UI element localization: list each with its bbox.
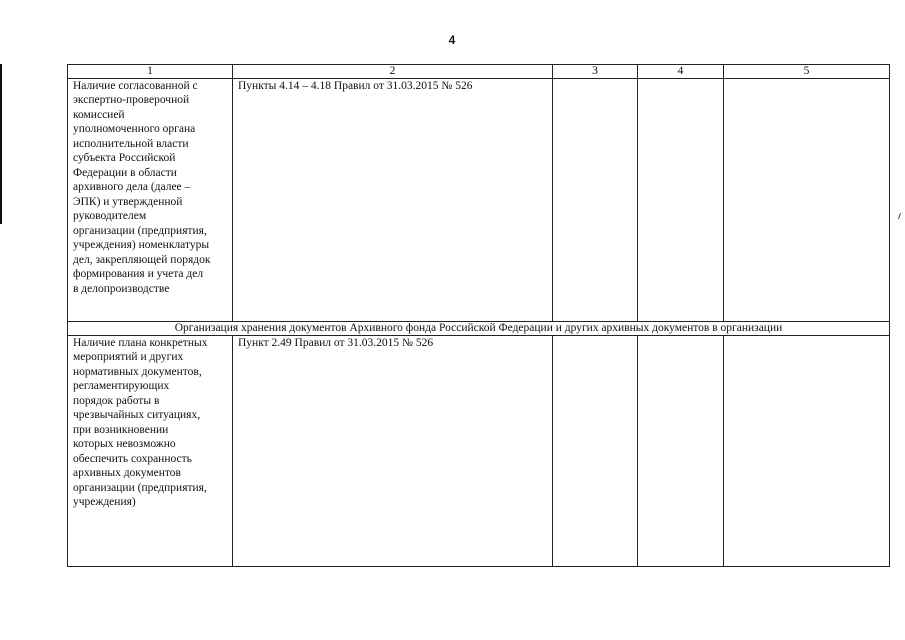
requirement-cell: Наличие согласованной с экспертно-проверочной комиссией уполномоченного органа исполнительной власти субъекта Российской Федерации в области архивного дела (далее – ЭПК) и утвержденной руководителем организации (предприятия, учреждения) номенклатуры дел, закрепляющей порядок формирования и учета дел в делопроизводстве bbox=[68, 79, 233, 322]
column-number-row bbox=[68, 65, 890, 79]
column-4-cell bbox=[638, 336, 724, 567]
column-5-cell bbox=[724, 336, 890, 567]
section-title: Организация хранения документов Архивного фонда Российской Федерации и других архивных документов в организации bbox=[68, 322, 890, 336]
column-number-3: 3 bbox=[553, 65, 638, 79]
column-number-5: 5 bbox=[724, 65, 890, 79]
column-number-1: 1 bbox=[68, 65, 233, 79]
column-5-cell bbox=[724, 79, 890, 322]
table-row bbox=[68, 79, 890, 322]
column-number-4: 4 bbox=[638, 65, 724, 79]
scan-edge-mark bbox=[898, 213, 901, 219]
section-row bbox=[68, 322, 890, 336]
column-3-cell bbox=[553, 79, 638, 322]
requirement-cell: Наличие плана конкретных мероприятий и других нормативных документов, регламентирующих порядок работы в чрезвычайных ситуациях, при возникновении которых невозможно обеспечить сохранность архивных документов организации (предприятия, учреждения) bbox=[68, 336, 233, 567]
column-number-2: 2 bbox=[233, 65, 553, 79]
reference-cell: Пункты 4.14 – 4.18 Правил от 31.03.2015 № 526 bbox=[233, 79, 553, 322]
column-4-cell bbox=[638, 79, 724, 322]
checklist-table bbox=[67, 64, 890, 567]
page-number: 4 bbox=[448, 33, 456, 47]
column-3-cell bbox=[553, 336, 638, 567]
scan-margin-mark bbox=[0, 64, 2, 224]
table-row bbox=[68, 336, 890, 567]
reference-cell: Пункт 2.49 Правил от 31.03.2015 № 526 bbox=[233, 336, 553, 567]
